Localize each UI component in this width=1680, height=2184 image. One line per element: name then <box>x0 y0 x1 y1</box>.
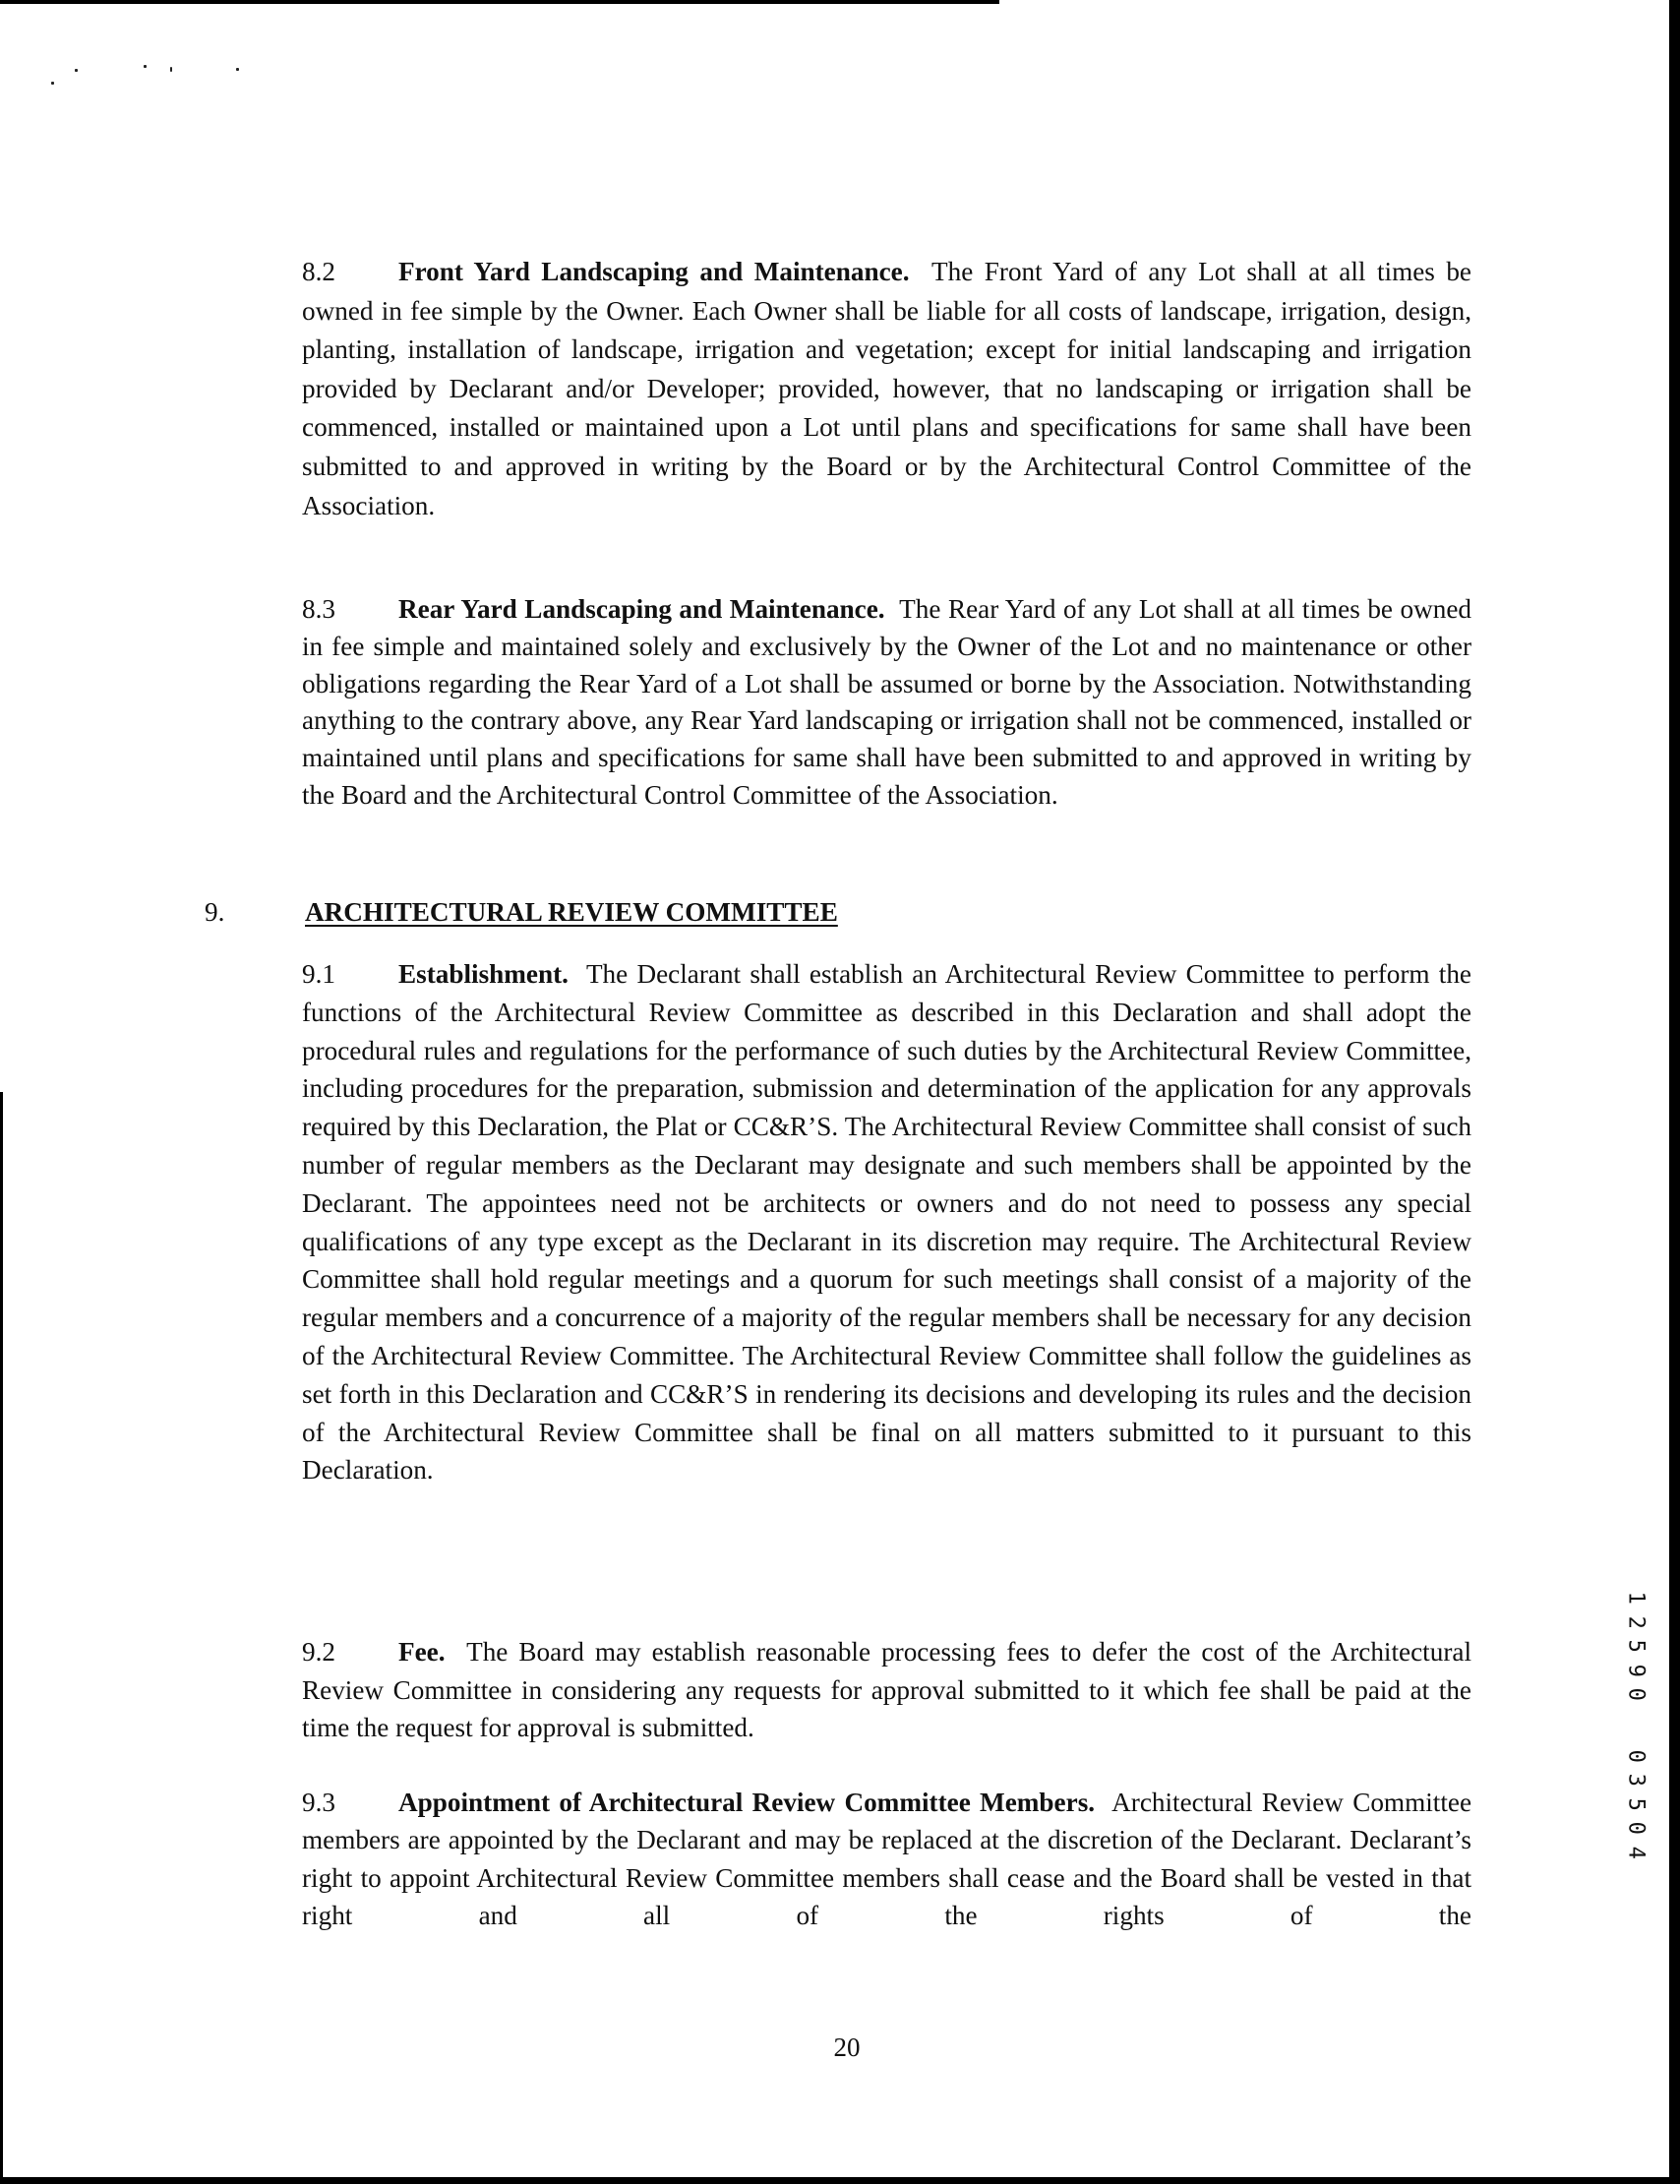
scan-speck <box>75 69 78 72</box>
stamp-gap <box>1616 1712 1653 1739</box>
section-number: 8.2 <box>302 257 335 286</box>
stamp-digit: 2 <box>1623 1615 1649 1629</box>
section-title: Front Yard Landscaping and Maintenance. <box>398 257 910 286</box>
section-9-3 <box>302 1784 1471 1934</box>
scan-speck <box>144 65 147 68</box>
section-title: Rear Yard Landscaping and Maintenance. <box>398 594 885 624</box>
stamp-digit: 0 <box>1623 1687 1649 1701</box>
section-number: 9.3 <box>302 1788 335 1817</box>
scan-edge-left <box>0 1092 3 2184</box>
section-number: 9.1 <box>302 959 335 989</box>
scan-edge-bottom <box>0 2177 1680 2184</box>
section-8-3 <box>302 591 1471 815</box>
scan-speck <box>51 82 54 85</box>
recording-stamp <box>1621 1586 1649 1864</box>
scan-edge-top <box>0 0 999 4</box>
section-body: Architectural Review Committee members are appointed by the Declarant and may be replaced at the discretion of the Declarant. Declarant’s right to appoint Architectural Review Committee members shall cease and the Board shall be vested in that right and all of the rights of the <box>302 1788 1472 1930</box>
section-body: The Front Yard of any Lot shall at all times be owned in fee simple by the Owner. Each Owner shall be liable for all costs of landscape, irrigation, design, planting, installation of landscape, irrigation and vegetation; except for initial landscaping and irrigation provided by Declarant and/or Developer; provided, however, that no landscaping or irrigation shall be commenced, installed or maintained upon a Lot until plans and specifications for same shall have been submitted to and approved in writing by the Board or by the Architectural Control Committee of the Association. <box>302 257 1472 520</box>
section-number: 8.3 <box>302 594 335 624</box>
scan-speck <box>170 67 172 72</box>
page-number: 20 <box>833 2032 861 2062</box>
section-9-2 <box>302 1633 1471 1747</box>
stamp-digit: 0 <box>1623 1749 1649 1763</box>
stamp-digit: 5 <box>1623 1797 1649 1811</box>
section-number: 9.2 <box>302 1637 335 1667</box>
section-9-1 <box>302 955 1471 1489</box>
heading-number: 9. <box>205 897 225 927</box>
stamp-digit: 9 <box>1623 1664 1649 1677</box>
section-title: Fee. <box>398 1637 446 1667</box>
section-body: The Declarant shall establish an Architectural Review Committee to perform the functions of the Architectural Review Committee as described in this Declaration and shall adopt the procedural rules and regulations for the performance of such duties by the Architectural Review Committee, including procedures for the preparation, submission and determination of the application for any approvals required by this Declaration, the Plat or CC&R’S. The Architectural Review Committee shall consist of such number of regular members as the Declarant may designate and such members shall be appointed by the Declarant. The appointees need not be architects or owners and do not need to possess any special qualifications of any type except as the Declarant in its discretion may require. The Architectural Review Committee shall hold regular meetings and a quorum for such meetings shall consist of a majority of the regular members and a concurrence of a majority of the regular members shall be necessary for any decision of the Architectural Review Committee. The Architectural Review Committee shall follow the guidelines as set forth in this Declaration and CC&R’S in rendering its decisions and developing its rules and the decision of the Architectural Review Committee shall be final on all matters submitted to it pursuant to this Declaration. <box>302 959 1471 1486</box>
heading-title: ARCHITECTURAL REVIEW COMMITTEE <box>305 897 838 927</box>
scan-edge-right <box>1669 0 1680 2184</box>
stamp-digit: 1 <box>1623 1591 1649 1605</box>
stamp-digit: 4 <box>1623 1846 1649 1859</box>
section-8-2 <box>302 253 1471 525</box>
section-body: The Board may establish reasonable processing fees to defer the cost of the Architectural Review Committee in considering any requests for approval submitted to it which fee shall be paid at the time the request for approval is submitted. <box>302 1637 1471 1742</box>
section-title: Appointment of Architectural Review Committee Members. <box>398 1788 1096 1817</box>
stamp-digit: 5 <box>1623 1639 1649 1653</box>
stamp-digit: 0 <box>1623 1821 1649 1835</box>
stamp-digit: 3 <box>1623 1773 1649 1787</box>
section-body: The Rear Yard of any Lot shall at all times be owned in fee simple and maintained solely and exclusively by the Owner of the Lot and no maintenance or other obligations regarding the Rear Yard of a Lot shall be assumed or borne by the Association. Notwithstanding anything to the contrary above, any Rear Yard landscaping or irrigation shall not be commenced, installed or maintained until plans and specifications for same shall have been submitted to and approved in writing by the Board and the Architectural Control Committee of the Association. <box>302 594 1471 810</box>
section-title: Establishment. <box>398 959 569 989</box>
scan-speck <box>236 68 239 71</box>
